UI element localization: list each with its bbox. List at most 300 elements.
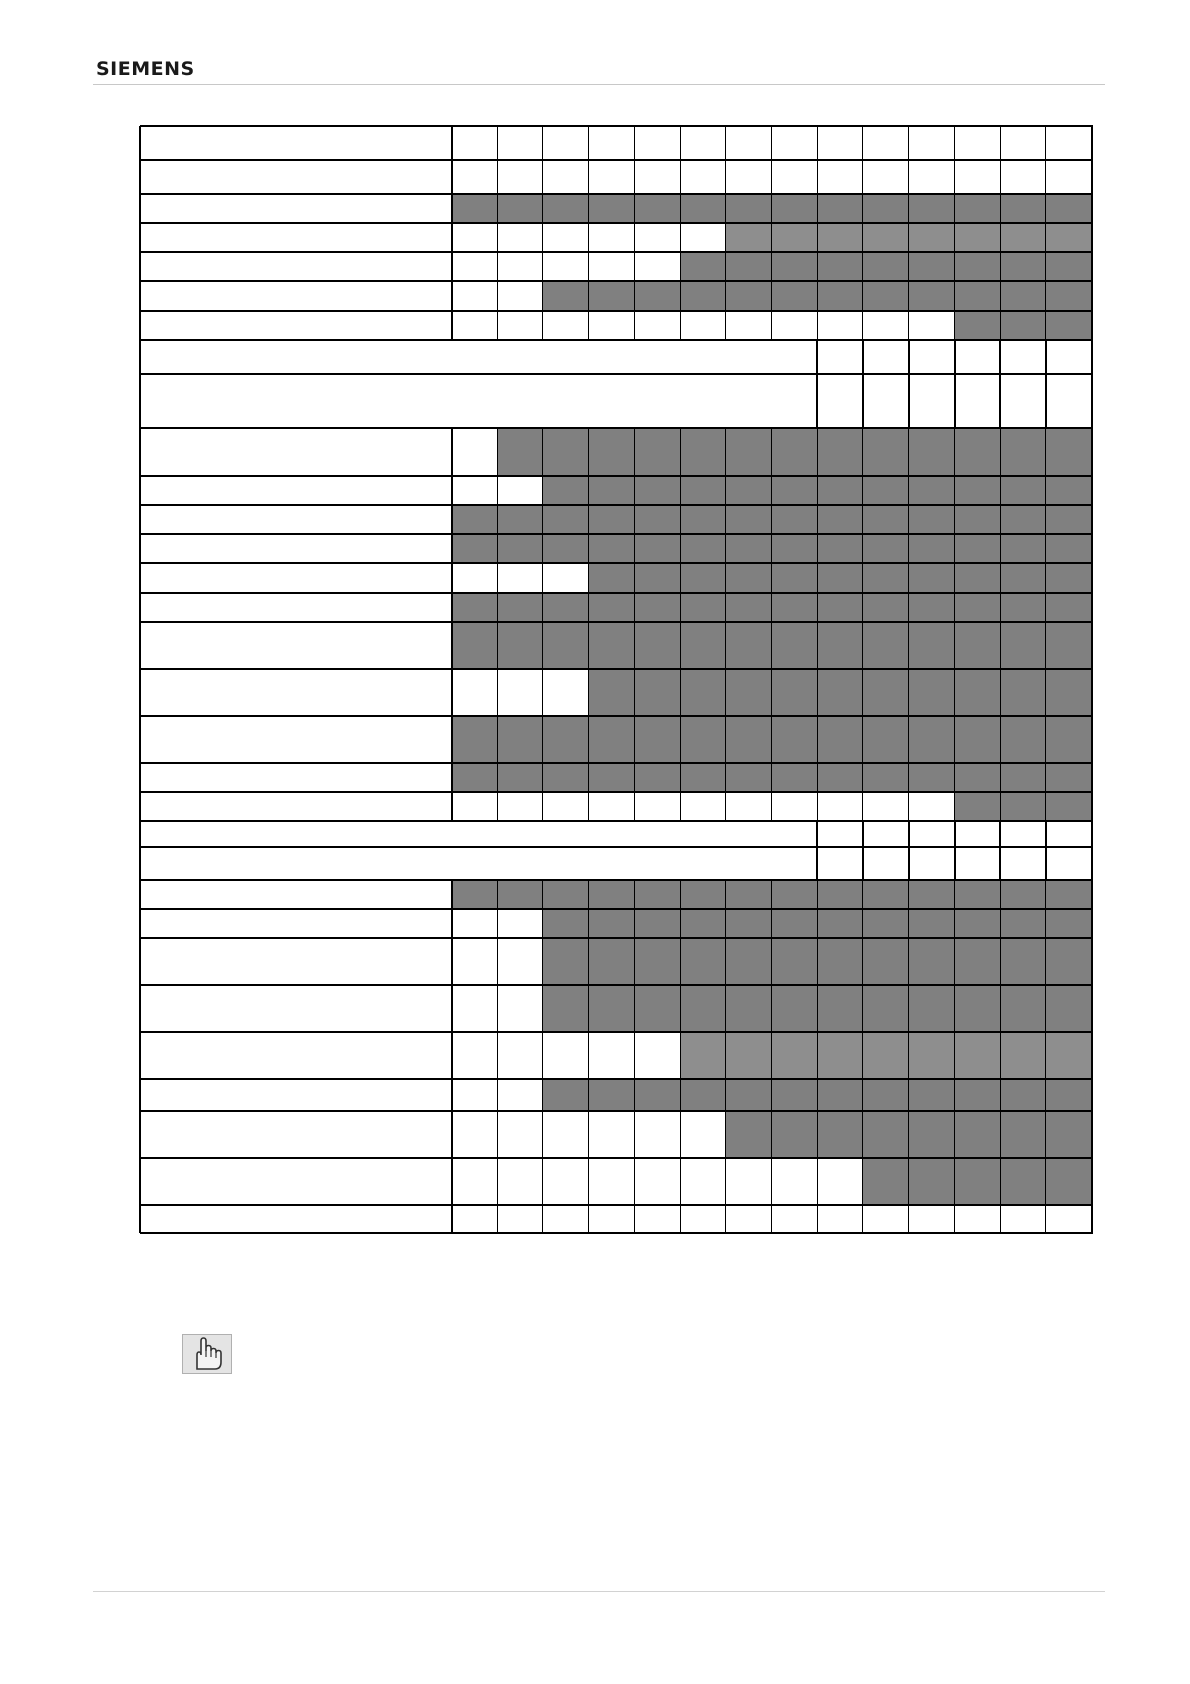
table-column-divider [954, 534, 955, 563]
table-column-divider [1000, 1111, 1001, 1158]
table-cell [909, 909, 955, 938]
table-cell [909, 792, 955, 821]
table-column-divider [817, 1158, 818, 1205]
table-cell [635, 985, 681, 1032]
table-column-divider [680, 505, 681, 534]
table-column-divider [634, 880, 635, 909]
table-column-divider [908, 374, 910, 428]
table-column-divider [1045, 505, 1046, 534]
table-column-divider [725, 281, 726, 311]
table-column-divider [817, 428, 818, 476]
table-label-cell [140, 505, 452, 534]
table-cell [772, 1111, 818, 1158]
table-column-divider [1000, 223, 1001, 252]
table-cell [1046, 505, 1092, 534]
table-label-divider [451, 985, 453, 1032]
table-cell [589, 534, 635, 563]
table-cell [909, 622, 955, 669]
table-cell [452, 160, 498, 194]
table-column-divider [1000, 534, 1001, 563]
table-cell [498, 428, 544, 476]
table-row-divider [140, 1157, 1093, 1159]
table-column-divider [771, 1158, 772, 1205]
table-column-divider [862, 505, 863, 534]
table-column-divider [542, 252, 543, 281]
table-column-divider [908, 1111, 909, 1158]
table-column-divider [542, 160, 543, 194]
table-column-divider [542, 593, 543, 622]
table-column-divider [497, 194, 498, 223]
table-cell [1001, 223, 1047, 252]
table-column-divider [542, 1032, 543, 1079]
table-column-divider [862, 593, 863, 622]
table-column-divider [771, 792, 772, 821]
table-column-divider [817, 505, 818, 534]
table-row-divider [140, 1232, 1093, 1234]
table-column-divider [817, 126, 818, 160]
table-column-divider [542, 880, 543, 909]
table-cell [818, 1032, 864, 1079]
table-cell [1001, 880, 1047, 909]
table-column-divider [908, 534, 909, 563]
table-cell [772, 792, 818, 821]
table-cell [772, 563, 818, 593]
table-cell [589, 1205, 635, 1233]
table-column-divider [497, 252, 498, 281]
table-cell [955, 1111, 1001, 1158]
table-cell [681, 223, 727, 252]
table-cell [863, 1205, 909, 1233]
table-cell [772, 281, 818, 311]
table-column-divider [634, 1079, 635, 1111]
table-row-divider [140, 820, 1093, 822]
table-label-cell [140, 669, 452, 716]
table-cell [772, 428, 818, 476]
table-cell [1001, 126, 1047, 160]
table-column-divider [634, 985, 635, 1032]
table-column-divider [817, 716, 818, 763]
table-cell [955, 281, 1001, 311]
table-cell [543, 669, 589, 716]
table-column-divider [862, 1079, 863, 1111]
table-column-divider [908, 223, 909, 252]
table-row-divider [140, 222, 1093, 224]
table-cell [863, 593, 909, 622]
table-cell [498, 1032, 544, 1079]
table-column-divider [1045, 1158, 1046, 1205]
table-column-divider [588, 505, 589, 534]
table-cell [681, 1158, 727, 1205]
table-cell [1046, 374, 1092, 428]
note-pointing-hand-icon [182, 1334, 232, 1374]
table-column-divider [908, 792, 909, 821]
table-cell [635, 1079, 681, 1111]
table-cell [909, 194, 955, 223]
table-cell [1046, 985, 1092, 1032]
table-column-divider [862, 428, 863, 476]
table-column-divider [725, 126, 726, 160]
table-cell [589, 880, 635, 909]
table-column-divider [680, 716, 681, 763]
table-column-divider [725, 909, 726, 938]
table-column-divider [816, 821, 818, 847]
table-cell [589, 1111, 635, 1158]
table-row-divider [140, 879, 1093, 881]
table-cell [1001, 669, 1047, 716]
table-column-divider [588, 281, 589, 311]
table-cell [452, 1158, 498, 1205]
table-column-divider [725, 669, 726, 716]
table-cell [863, 505, 909, 534]
table-cell [909, 1111, 955, 1158]
table-cell [635, 669, 681, 716]
table-cell [818, 1111, 864, 1158]
table-column-divider [680, 909, 681, 938]
table-row-divider [140, 1204, 1093, 1206]
table-cell [1046, 223, 1092, 252]
table-column-divider [680, 160, 681, 194]
table-cell [543, 792, 589, 821]
table-cell [1046, 1111, 1092, 1158]
table-cell [635, 160, 681, 194]
table-cell [452, 1205, 498, 1233]
table-column-divider [817, 281, 818, 311]
table-row-divider [140, 791, 1093, 793]
table-cell [452, 476, 498, 505]
table-cell [635, 1205, 681, 1233]
table-cell [681, 938, 727, 985]
table-column-divider [680, 669, 681, 716]
table-cell [543, 428, 589, 476]
table-column-divider [954, 763, 955, 792]
table-column-divider [497, 1205, 498, 1233]
table-column-divider [862, 340, 864, 374]
table-cell [1001, 716, 1047, 763]
table-cell [589, 563, 635, 593]
table-cell [955, 622, 1001, 669]
table-column-divider [954, 563, 955, 593]
table-cell [498, 534, 544, 563]
table-column-divider [954, 847, 956, 880]
table-column-divider [954, 505, 955, 534]
table-label-divider [451, 763, 453, 792]
table-column-divider [908, 1079, 909, 1111]
table-cell [1001, 593, 1047, 622]
table-column-divider [1045, 1032, 1046, 1079]
table-cell [543, 716, 589, 763]
table-column-divider [1000, 1032, 1001, 1079]
table-cell [863, 428, 909, 476]
table-column-divider [771, 311, 772, 340]
table-column-divider [588, 223, 589, 252]
table-column-divider [542, 126, 543, 160]
table-cell [863, 374, 909, 428]
table-column-divider [634, 194, 635, 223]
table-column-divider [1000, 792, 1001, 821]
table-cell [1046, 847, 1092, 880]
table-cell [772, 1079, 818, 1111]
table-column-divider [817, 1032, 818, 1079]
table-cell [772, 909, 818, 938]
table-column-divider [680, 252, 681, 281]
table-cell [818, 126, 864, 160]
table-column-divider [1000, 311, 1001, 340]
table-column-divider [908, 428, 909, 476]
table-column-divider [588, 1158, 589, 1205]
table-cell [818, 792, 864, 821]
table-row-divider [140, 504, 1093, 506]
table-column-divider [862, 847, 864, 880]
table-column-divider [497, 505, 498, 534]
table-label-divider [451, 792, 453, 821]
table-cell [589, 252, 635, 281]
table-cell [1046, 311, 1092, 340]
table-column-divider [588, 160, 589, 194]
table-label-cell [140, 311, 452, 340]
table-cell [818, 428, 864, 476]
table-cell [726, 909, 772, 938]
table-column-divider [497, 716, 498, 763]
table-column-divider [954, 160, 955, 194]
table-row-divider [140, 562, 1093, 564]
table-column-divider [817, 909, 818, 938]
table-column-divider [1045, 223, 1046, 252]
table-cell [955, 126, 1001, 160]
table-label-divider [451, 281, 453, 311]
table-column-divider [1000, 476, 1001, 505]
table-cell [1001, 1158, 1047, 1205]
table-column-divider [588, 792, 589, 821]
table-column-divider [497, 985, 498, 1032]
table-cell [863, 847, 909, 880]
table-column-divider [497, 792, 498, 821]
table-cell [818, 252, 864, 281]
table-cell [863, 476, 909, 505]
table-column-divider [634, 160, 635, 194]
table-cell [452, 311, 498, 340]
table-column-divider [542, 194, 543, 223]
table-column-divider [817, 563, 818, 593]
table-row-divider [140, 310, 1093, 312]
table-cell [498, 792, 544, 821]
table-column-divider [680, 1158, 681, 1205]
table-cell [635, 505, 681, 534]
siemens-logo: SIEMENS [96, 58, 195, 80]
table-column-divider [771, 880, 772, 909]
table-cell [863, 909, 909, 938]
table-cell [452, 1079, 498, 1111]
table-cell [635, 763, 681, 792]
table-column-divider [634, 593, 635, 622]
table-cell [543, 563, 589, 593]
table-cell [726, 938, 772, 985]
table-cell [543, 476, 589, 505]
table-cell [863, 716, 909, 763]
table-column-divider [542, 1111, 543, 1158]
table-row-divider [140, 475, 1093, 477]
table-cell [818, 716, 864, 763]
table-cell [589, 1032, 635, 1079]
table-label-divider [451, 223, 453, 252]
table-column-divider [1000, 194, 1001, 223]
table-cell [818, 534, 864, 563]
table-column-divider [1000, 1205, 1001, 1233]
table-cell [681, 792, 727, 821]
table-column-divider [542, 938, 543, 985]
table-cell [452, 1111, 498, 1158]
table-column-divider [1045, 1111, 1046, 1158]
table-cell [1046, 1205, 1092, 1233]
table-column-divider [1000, 563, 1001, 593]
table-column-divider [908, 1158, 909, 1205]
table-column-divider [908, 126, 909, 160]
table-column-divider [954, 792, 955, 821]
table-column-divider [862, 476, 863, 505]
table-label-divider [451, 563, 453, 593]
table-label-divider [451, 622, 453, 669]
table-label-cell [140, 194, 452, 223]
table-column-divider [862, 160, 863, 194]
table-cell [909, 593, 955, 622]
table-column-divider [1045, 160, 1046, 194]
table-cell [726, 792, 772, 821]
table-column-divider [1000, 505, 1001, 534]
table-column-divider [817, 476, 818, 505]
table-column-divider [771, 160, 772, 194]
table-column-divider [1045, 563, 1046, 593]
table-column-divider [1045, 428, 1046, 476]
table-label-divider [451, 938, 453, 985]
table-column-divider [771, 223, 772, 252]
table-label-cell [140, 622, 452, 669]
table-column-divider [1045, 1205, 1046, 1233]
table-cell [1001, 160, 1047, 194]
table-column-divider [771, 563, 772, 593]
table-column-divider [588, 1111, 589, 1158]
table-cell [863, 534, 909, 563]
table-cell [681, 716, 727, 763]
table-cell [1046, 428, 1092, 476]
table-cell [863, 194, 909, 223]
table-label-divider [451, 1032, 453, 1079]
table-column-divider [542, 985, 543, 1032]
table-cell [589, 126, 635, 160]
table-cell [635, 252, 681, 281]
table-cell [681, 622, 727, 669]
table-column-divider [680, 311, 681, 340]
table-left-border [139, 126, 141, 1233]
table-row-divider [140, 193, 1093, 195]
table-column-divider [1045, 311, 1046, 340]
table-cell [681, 909, 727, 938]
table-label-cell [140, 563, 452, 593]
table-column-divider [817, 311, 818, 340]
table-cell [635, 563, 681, 593]
table-column-divider [816, 374, 818, 428]
table-cell [681, 880, 727, 909]
table-cell [726, 1158, 772, 1205]
table-column-divider [542, 622, 543, 669]
table-cell [1001, 311, 1047, 340]
table-column-divider [1045, 534, 1046, 563]
table-column-divider [725, 880, 726, 909]
table-column-divider [1045, 669, 1046, 716]
table-cell [863, 160, 909, 194]
table-cell [955, 311, 1001, 340]
table-column-divider [1000, 985, 1001, 1032]
table-column-divider [954, 593, 955, 622]
table-column-divider [588, 985, 589, 1032]
table-cell [909, 476, 955, 505]
table-column-divider [497, 311, 498, 340]
table-column-divider [771, 534, 772, 563]
table-column-divider [1000, 428, 1001, 476]
table-column-divider [588, 311, 589, 340]
table-cell [863, 763, 909, 792]
table-column-divider [725, 534, 726, 563]
table-cell [498, 985, 544, 1032]
table-column-divider [634, 909, 635, 938]
table-column-divider [588, 194, 589, 223]
table-column-divider [771, 909, 772, 938]
table-cell [498, 669, 544, 716]
table-cell [543, 252, 589, 281]
table-cell [635, 311, 681, 340]
table-column-divider [862, 252, 863, 281]
table-cell [818, 593, 864, 622]
table-label-divider [451, 126, 453, 160]
table-column-divider [817, 669, 818, 716]
table-column-divider [634, 622, 635, 669]
table-cell [955, 1032, 1001, 1079]
table-column-divider [954, 821, 956, 847]
table-cell [772, 880, 818, 909]
table-cell [1046, 880, 1092, 909]
table-cell [818, 223, 864, 252]
table-label-cell [140, 792, 452, 821]
table-cell [909, 880, 955, 909]
table-column-divider [908, 1032, 909, 1079]
table-column-divider [1000, 1079, 1001, 1111]
table-column-divider [954, 880, 955, 909]
table-cell [863, 1032, 909, 1079]
table-cell [909, 1032, 955, 1079]
table-cell [909, 763, 955, 792]
table-column-divider [1000, 880, 1001, 909]
table-column-divider [497, 223, 498, 252]
table-cell [726, 763, 772, 792]
table-cell [772, 194, 818, 223]
table-column-divider [634, 716, 635, 763]
table-label-cell [140, 534, 452, 563]
table-cell [589, 281, 635, 311]
table-label-cell [140, 428, 452, 476]
table-cell [1046, 593, 1092, 622]
table-cell [955, 593, 1001, 622]
table-column-divider [588, 716, 589, 763]
table-label-cell [140, 160, 452, 194]
table-cell [543, 505, 589, 534]
table-column-divider [542, 223, 543, 252]
table-cell [452, 909, 498, 938]
table-column-divider [862, 763, 863, 792]
table-column-divider [1000, 716, 1001, 763]
table-cell [863, 126, 909, 160]
table-row-divider [140, 339, 1093, 341]
table-column-divider [908, 160, 909, 194]
table-column-divider [680, 194, 681, 223]
table-cell [498, 223, 544, 252]
